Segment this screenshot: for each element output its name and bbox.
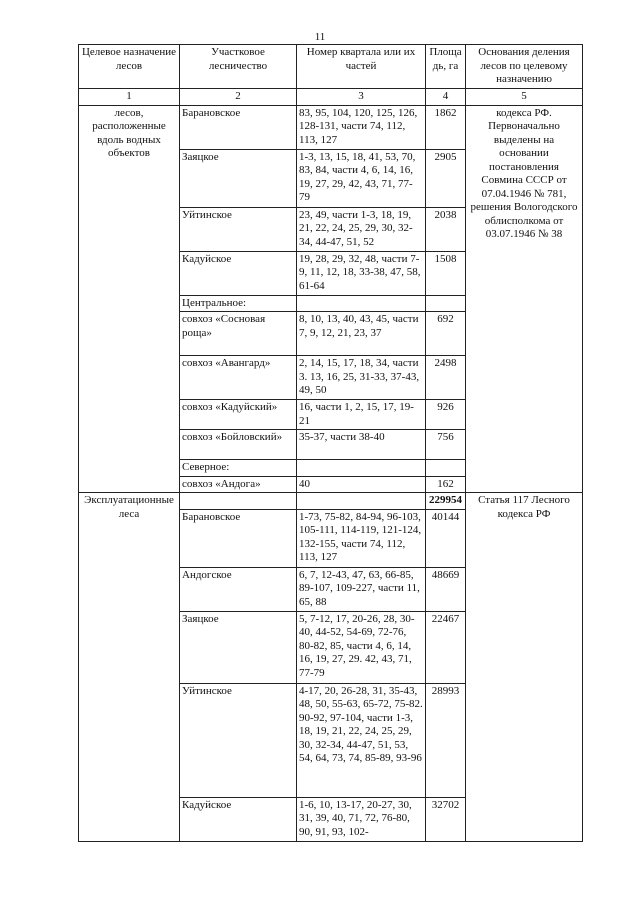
column-number-row bbox=[79, 89, 583, 106]
area-cell: 32702 bbox=[426, 797, 466, 841]
area-cell bbox=[426, 295, 466, 312]
quarters-cell: 8, 10, 13, 40, 43, 45, части 7, 9, 12, 21, 23, 37 bbox=[297, 312, 426, 356]
forestry-cell: Северное: bbox=[180, 460, 297, 477]
forestry-cell: совхоз «Авангард» bbox=[180, 356, 297, 400]
quarters-cell bbox=[297, 493, 426, 510]
area-cell: 40144 bbox=[426, 509, 466, 567]
area-cell: 2498 bbox=[426, 356, 466, 400]
forestry-cell: Барановское bbox=[180, 105, 297, 149]
quarters-cell: 23, 49, части 1-3, 18, 19, 21, 22, 24, 25, 29, 30, 32-34, 44-47, 51, 52 bbox=[297, 207, 426, 251]
quarters-cell: 6, 7, 12-43, 47, 63, 66-85, 89-107, 109-227, части 11, 65, 88 bbox=[297, 567, 426, 611]
area-cell: 756 bbox=[426, 430, 466, 460]
forestry-cell: Андогское bbox=[180, 567, 297, 611]
forestry-cell: совхоз «Кадуйский» bbox=[180, 400, 297, 430]
forestry-cell: совхоз «Сосновая роща» bbox=[180, 312, 297, 356]
forestry-cell bbox=[180, 493, 297, 510]
quarters-cell: 5, 7-12, 17, 20-26, 28, 30-40, 44-52, 54-69, 72-76, 80-82, 85, части 4, 6, 14, 16, 19, 27, 29. 42, 43, 71, 77-79 bbox=[297, 611, 426, 683]
quarters-cell: 1-6, 10, 13-17, 20-27, 30, 31, 39, 40, 71, 72, 76-80, 90, 91, 93, 102- bbox=[297, 797, 426, 841]
area-cell: 2905 bbox=[426, 149, 466, 207]
section1-purpose: лесов, расположенные вдоль водных объектов bbox=[79, 105, 180, 493]
column-number: 4 bbox=[426, 89, 466, 106]
forestry-cell: Заяцкое bbox=[180, 149, 297, 207]
column-number: 1 bbox=[79, 89, 180, 106]
quarters-cell: 40 bbox=[297, 476, 426, 493]
quarters-cell: 1-3, 13, 15, 18, 41, 53, 70, 83, 84, части 4, 6, 14, 16, 19, 27, 29, 42, 43, 71, 77-79 bbox=[297, 149, 426, 207]
quarters-cell: 16, части 1, 2, 15, 17, 19-21 bbox=[297, 400, 426, 430]
area-cell bbox=[426, 460, 466, 477]
header-forestry: Участковое лесничество bbox=[180, 45, 297, 89]
header-purpose: Целевое назначение лесов bbox=[79, 45, 180, 89]
quarters-cell: 4-17, 20, 26-28, 31, 35-43, 48, 50, 55-63, 65-72, 75-82. 90-92, 97-104, части 1-3, 18, 19, 21, 22, 24, 25, 29, 30, 32-34, 44-47, 51, 53, 54, 64, 73, 74, 85-89, 93-96 bbox=[297, 683, 426, 797]
forestry-cell: совхоз «Бойловский» bbox=[180, 430, 297, 460]
column-number: 2 bbox=[180, 89, 297, 106]
quarters-cell: 19, 28, 29, 32, 48, части 7-9, 11, 12, 18, 33-38, 47, 58, 61-64 bbox=[297, 251, 426, 295]
table-row bbox=[79, 493, 583, 510]
forestry-cell: Кадуйское bbox=[180, 251, 297, 295]
forestry-cell: совхоз «Андога» bbox=[180, 476, 297, 493]
forestry-cell: Барановское bbox=[180, 509, 297, 567]
area-cell: 162 bbox=[426, 476, 466, 493]
column-number: 3 bbox=[297, 89, 426, 106]
area-cell: 1862 bbox=[426, 105, 466, 149]
column-number: 5 bbox=[466, 89, 583, 106]
section1-basis: кодекса РФ. Первоначально выделены на основании постановления Совмина СССР от 07.04.1946 № 781, решения Вологодского облисполкома от 03.07.1946 № 38 bbox=[466, 105, 583, 493]
quarters-cell: 35-37, части 38-40 bbox=[297, 430, 426, 460]
forestry-cell: Центральное: bbox=[180, 295, 297, 312]
quarters-cell: 1-73, 75-82, 84-94, 96-103, 105-111, 114-119, 121-124, 132-155, части 74, 112, 113, 127 bbox=[297, 509, 426, 567]
header-row bbox=[79, 45, 583, 89]
section2-basis: Статья 117 Лесного кодекса РФ bbox=[466, 493, 583, 842]
area-cell: 28993 bbox=[426, 683, 466, 797]
forestry-cell: Кадуйское bbox=[180, 797, 297, 841]
total-area-cell: 229954 bbox=[426, 493, 466, 510]
forest-purpose-table bbox=[78, 44, 583, 842]
header-quarter: Номер квартала или их частей bbox=[297, 45, 426, 89]
table-row bbox=[79, 105, 583, 149]
header-area: Площа дь, га bbox=[426, 45, 466, 89]
section2-purpose: Эксплуатационные леса bbox=[79, 493, 180, 842]
area-cell: 48669 bbox=[426, 567, 466, 611]
quarters-cell bbox=[297, 460, 426, 477]
forestry-cell: Уйтинское bbox=[180, 683, 297, 797]
quarters-cell: 2, 14, 15, 17, 18, 34, части 3. 13, 16, 25, 31-33, 37-43, 49, 50 bbox=[297, 356, 426, 400]
area-cell: 1508 bbox=[426, 251, 466, 295]
quarters-cell: 83, 95, 104, 120, 125, 126, 128-131, части 74, 112, 113, 127 bbox=[297, 105, 426, 149]
quarters-cell bbox=[297, 295, 426, 312]
forestry-cell: Заяцкое bbox=[180, 611, 297, 683]
area-cell: 926 bbox=[426, 400, 466, 430]
area-cell: 692 bbox=[426, 312, 466, 356]
forestry-cell: Уйтинское bbox=[180, 207, 297, 251]
header-basis: Основания деления лесов по целевому назначению bbox=[466, 45, 583, 89]
area-cell: 2038 bbox=[426, 207, 466, 251]
area-cell: 22467 bbox=[426, 611, 466, 683]
page-number: 11 bbox=[314, 31, 326, 43]
